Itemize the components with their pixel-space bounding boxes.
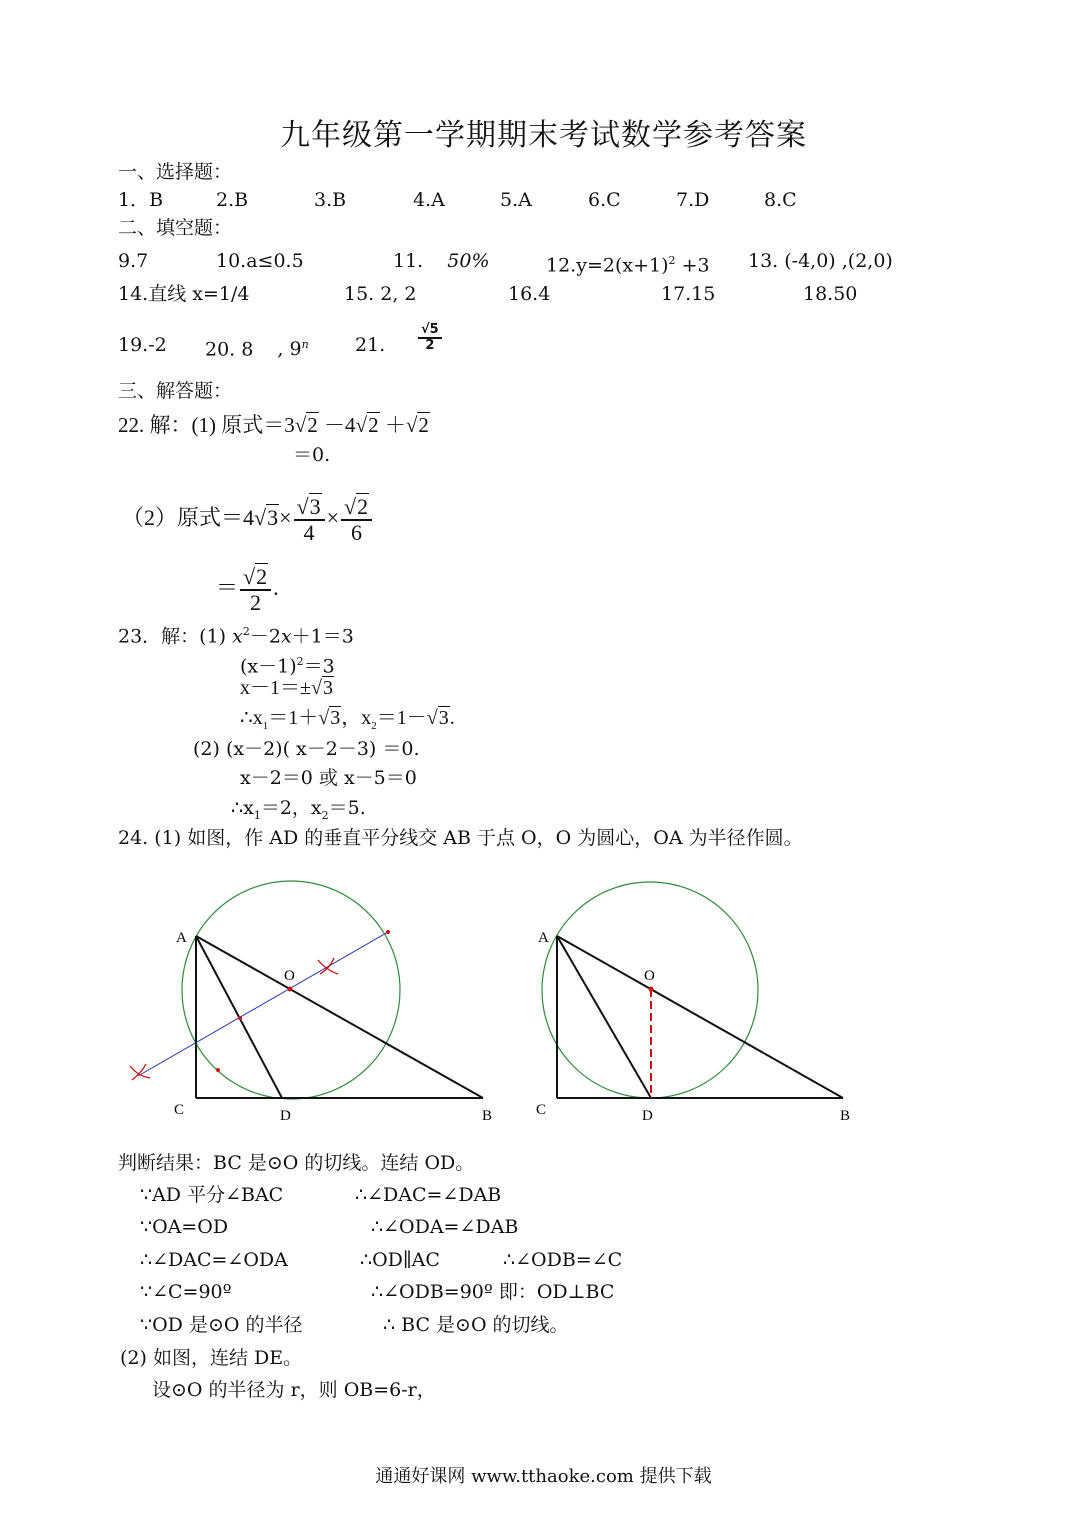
- label-d: D: [280, 1108, 291, 1124]
- fill-answer-13: 13. (-4,0) ,(2,0): [748, 250, 893, 272]
- label-c: C: [174, 1102, 185, 1118]
- fill-answer-17: 17.15: [661, 283, 716, 305]
- choice-answer-6: 6.C: [588, 189, 621, 211]
- q22-l1-radicand-3: 2: [418, 413, 429, 437]
- q23-l4-period: .: [449, 707, 455, 729]
- q23-l2-end: ＝3: [303, 655, 335, 678]
- segment-ad: [557, 936, 651, 1098]
- q23-l1-prefix: 23．解：(1): [118, 625, 227, 648]
- q23-l4-radicand-2: 3: [438, 707, 449, 729]
- q22-frac2-radicand: 2: [357, 493, 369, 519]
- q22-l4-period: .: [273, 575, 279, 600]
- label-b: B: [840, 1108, 851, 1124]
- q23-l7-b: ＝2，x: [260, 797, 322, 819]
- q24-reason-4b: ∴∠ODB=90º 即：OD⊥BC: [371, 1281, 615, 1303]
- fill-12-tail: +3: [681, 254, 710, 277]
- sqrt-symbol: √2: [355, 413, 379, 437]
- q22-l4-denominator: 2: [250, 589, 262, 615]
- q24-reason-2b: ∴∠ODA=∠DAB: [371, 1216, 519, 1238]
- fill-20-exponent: n: [301, 338, 309, 351]
- q23-line-2: [240, 650, 335, 678]
- fraction: [240, 565, 271, 615]
- fill-11-label: 11.: [393, 250, 424, 272]
- q23-line-1: [118, 620, 354, 648]
- q22-line-4: [216, 558, 279, 618]
- q24-reason-5a: ∵OD 是⊙O 的半径: [140, 1314, 303, 1336]
- choice-answer-5: 5.A: [500, 189, 532, 211]
- q22-l4-equals: ＝: [216, 575, 239, 600]
- choice-answer-3: 3.B: [314, 189, 347, 211]
- q24-reason-1b: ∴∠DAC=∠DAB: [355, 1184, 502, 1206]
- label-b: B: [482, 1108, 493, 1124]
- label-c: C: [536, 1102, 547, 1118]
- sqrt-symbol: √2: [294, 413, 318, 437]
- fill-20-second: , 9: [277, 338, 302, 361]
- q22-l4-radicand: 2: [256, 563, 268, 589]
- fill-answer-19: 19.-2: [118, 334, 167, 356]
- q24-reason-3c: ∴∠ODB=∠C: [503, 1249, 623, 1271]
- times-sign: ×: [326, 505, 340, 530]
- fill-20-first: 20. 8: [205, 338, 254, 361]
- q23-l4-radicand-1: 3: [330, 707, 341, 729]
- q23-l4-d: ＝1－: [376, 707, 427, 729]
- fraction-numerator: √2: [341, 495, 372, 521]
- q23-l4-c: ，x: [341, 707, 372, 729]
- fill-answer-12: [546, 249, 710, 277]
- fill-21-denominator: 2: [425, 338, 435, 354]
- arc-mark-bottom: [130, 1064, 150, 1080]
- fill-answer-15: 15. 2, 2: [344, 283, 417, 305]
- q23-line-4: [240, 706, 455, 738]
- fraction: [341, 495, 372, 545]
- q24-reason-2a: ∵OA=OD: [140, 1216, 229, 1238]
- sqrt-symbol: √3: [310, 677, 333, 699]
- midpoint-ad: [238, 1016, 242, 1020]
- figure-construction: [120, 870, 500, 1130]
- q24-reason-3b: ∴OD∥AC: [360, 1249, 440, 1271]
- q23-line-6: x－2＝0 或 x－5＝0: [240, 767, 417, 789]
- subscript: 2: [371, 720, 377, 732]
- q22-l1-radicand-1: 2: [307, 413, 318, 437]
- q24-reason-5b: ∴ BC 是⊙O 的切线。: [383, 1314, 569, 1336]
- q24-result: 判断结果：BC 是⊙O 的切线。连结 OD。: [118, 1152, 475, 1174]
- section-heading-choice: 一、选择题：: [118, 161, 233, 183]
- fill-answer-16: 16.4: [508, 283, 551, 305]
- arc-point-bottom: [216, 1068, 220, 1072]
- fraction-numerator: √2: [240, 565, 271, 591]
- q23-l7-a: ∴x: [231, 797, 254, 819]
- choice-answer-4: 4.A: [413, 189, 445, 211]
- label-o: O: [644, 968, 655, 984]
- q24-part-2-setup: 设⊙O 的半径为 r，则 OB=6-r，: [152, 1379, 436, 1401]
- choice-answer-8: 8.C: [764, 189, 797, 211]
- q22-line-3: [122, 488, 374, 548]
- fill-12-expr: 12.y=2(x+1): [546, 254, 669, 277]
- q23-l7-c: ＝5.: [328, 797, 366, 819]
- q24-reason-3a: ∴∠DAC=∠ODA: [140, 1249, 288, 1271]
- q22-line-2: ＝0.: [293, 444, 331, 466]
- q22-l1-prefix: 22. 解：(1) 原式＝3: [118, 413, 295, 437]
- q22-line-1: [118, 411, 430, 439]
- arc-point-top: [386, 930, 390, 934]
- fill-answer-18: 18.50: [803, 283, 858, 305]
- sqrt-symbol: √3: [254, 505, 279, 530]
- var-x: x: [232, 625, 243, 648]
- fill-answer-14: 14.直线 x=1/4: [118, 283, 250, 305]
- section-heading-solution: 三、解答题：: [118, 380, 233, 402]
- q23-line-7: [231, 796, 366, 828]
- sqrt-symbol: √3: [318, 707, 341, 729]
- exponent: 2: [296, 655, 304, 668]
- point-o: [649, 987, 654, 992]
- fill-answer-9: 9.7: [118, 250, 149, 272]
- subscript: 1: [253, 808, 261, 822]
- subscript: 1: [262, 720, 269, 732]
- q22-frac1-denominator: 4: [303, 519, 315, 545]
- q22-frac2-denominator: 6: [351, 519, 363, 545]
- q22-l1-radicand-2: 2: [368, 413, 379, 437]
- section-heading-fill: 二、填空题：: [118, 217, 233, 239]
- segment-ab: [557, 936, 843, 1098]
- q24-intro: 24. (1) 如图，作 AD 的垂直平分线交 AB 于点 O，O 为圆心，OA 为半径作圆。: [118, 827, 803, 849]
- fill-answer-11: [393, 249, 490, 273]
- fill-11-value: 50%: [447, 250, 490, 272]
- page-title: 九年级第一学期期末考试数学参考答案: [280, 118, 807, 153]
- q22-l3-radicand: 3: [267, 505, 279, 530]
- fill-answer-20: [205, 333, 309, 361]
- times-sign: ×: [279, 505, 292, 530]
- figure-tangent: [530, 870, 860, 1130]
- q23-line-3: [240, 676, 334, 700]
- q24-reason-4a: ∵∠C=90º: [140, 1281, 232, 1303]
- q22-l1-minus-term: －4: [324, 413, 356, 437]
- fill-21-numerator: √5: [418, 323, 442, 339]
- choice-answer-1: 1．B: [118, 189, 164, 211]
- exponent: 2: [242, 625, 250, 638]
- page-footer: 通通好课网 www.tthaoke.com 提供下载: [375, 1466, 712, 1487]
- fill-12-exponent: 2: [668, 254, 676, 267]
- q24-part-2: (2) 如图，连结 DE。: [120, 1347, 303, 1369]
- q24-reason-1a: ∵AD 平分∠BAC: [140, 1184, 284, 1206]
- sqrt-symbol: √2: [405, 413, 429, 437]
- q23-l1-end: ＋1＝3: [291, 625, 354, 648]
- label-a: A: [538, 930, 549, 946]
- fraction-numerator: √3: [294, 495, 325, 521]
- q22-l1-plus: ＋: [384, 413, 406, 437]
- label-o: O: [284, 968, 295, 984]
- q23-l3-expr: x－1＝±: [240, 677, 311, 699]
- label-d: D: [642, 1108, 653, 1124]
- q23-l2-expr: (x－1): [240, 655, 297, 678]
- q23-l4-a: ∴x: [240, 707, 263, 729]
- q22-l3-prefix: （2）原式＝4: [122, 505, 255, 530]
- subscript: 2: [321, 808, 329, 822]
- q22-frac1-radicand: 3: [309, 493, 321, 519]
- fill-answer-10: 10.a≤0.5: [216, 250, 304, 272]
- q23-l1-term: －2: [249, 625, 281, 648]
- q23-l3-radicand: 3: [322, 677, 333, 699]
- choice-answer-7: 7.D: [676, 189, 710, 211]
- point-o: [288, 987, 293, 992]
- fill-answer-21: 21.: [355, 334, 386, 356]
- choice-answer-2: 2.B: [216, 189, 249, 211]
- label-a: A: [176, 930, 187, 946]
- sqrt-symbol: √3: [426, 707, 449, 729]
- q23-line-5: (2) (x－2)( x－2－3) ＝0.: [193, 738, 420, 760]
- fraction: [294, 495, 325, 545]
- perpendicular-bisector: [138, 932, 388, 1076]
- var-x: x: [280, 625, 292, 648]
- q23-l4-b: ＝1＋: [268, 707, 319, 729]
- fill-21-fraction: [418, 323, 442, 354]
